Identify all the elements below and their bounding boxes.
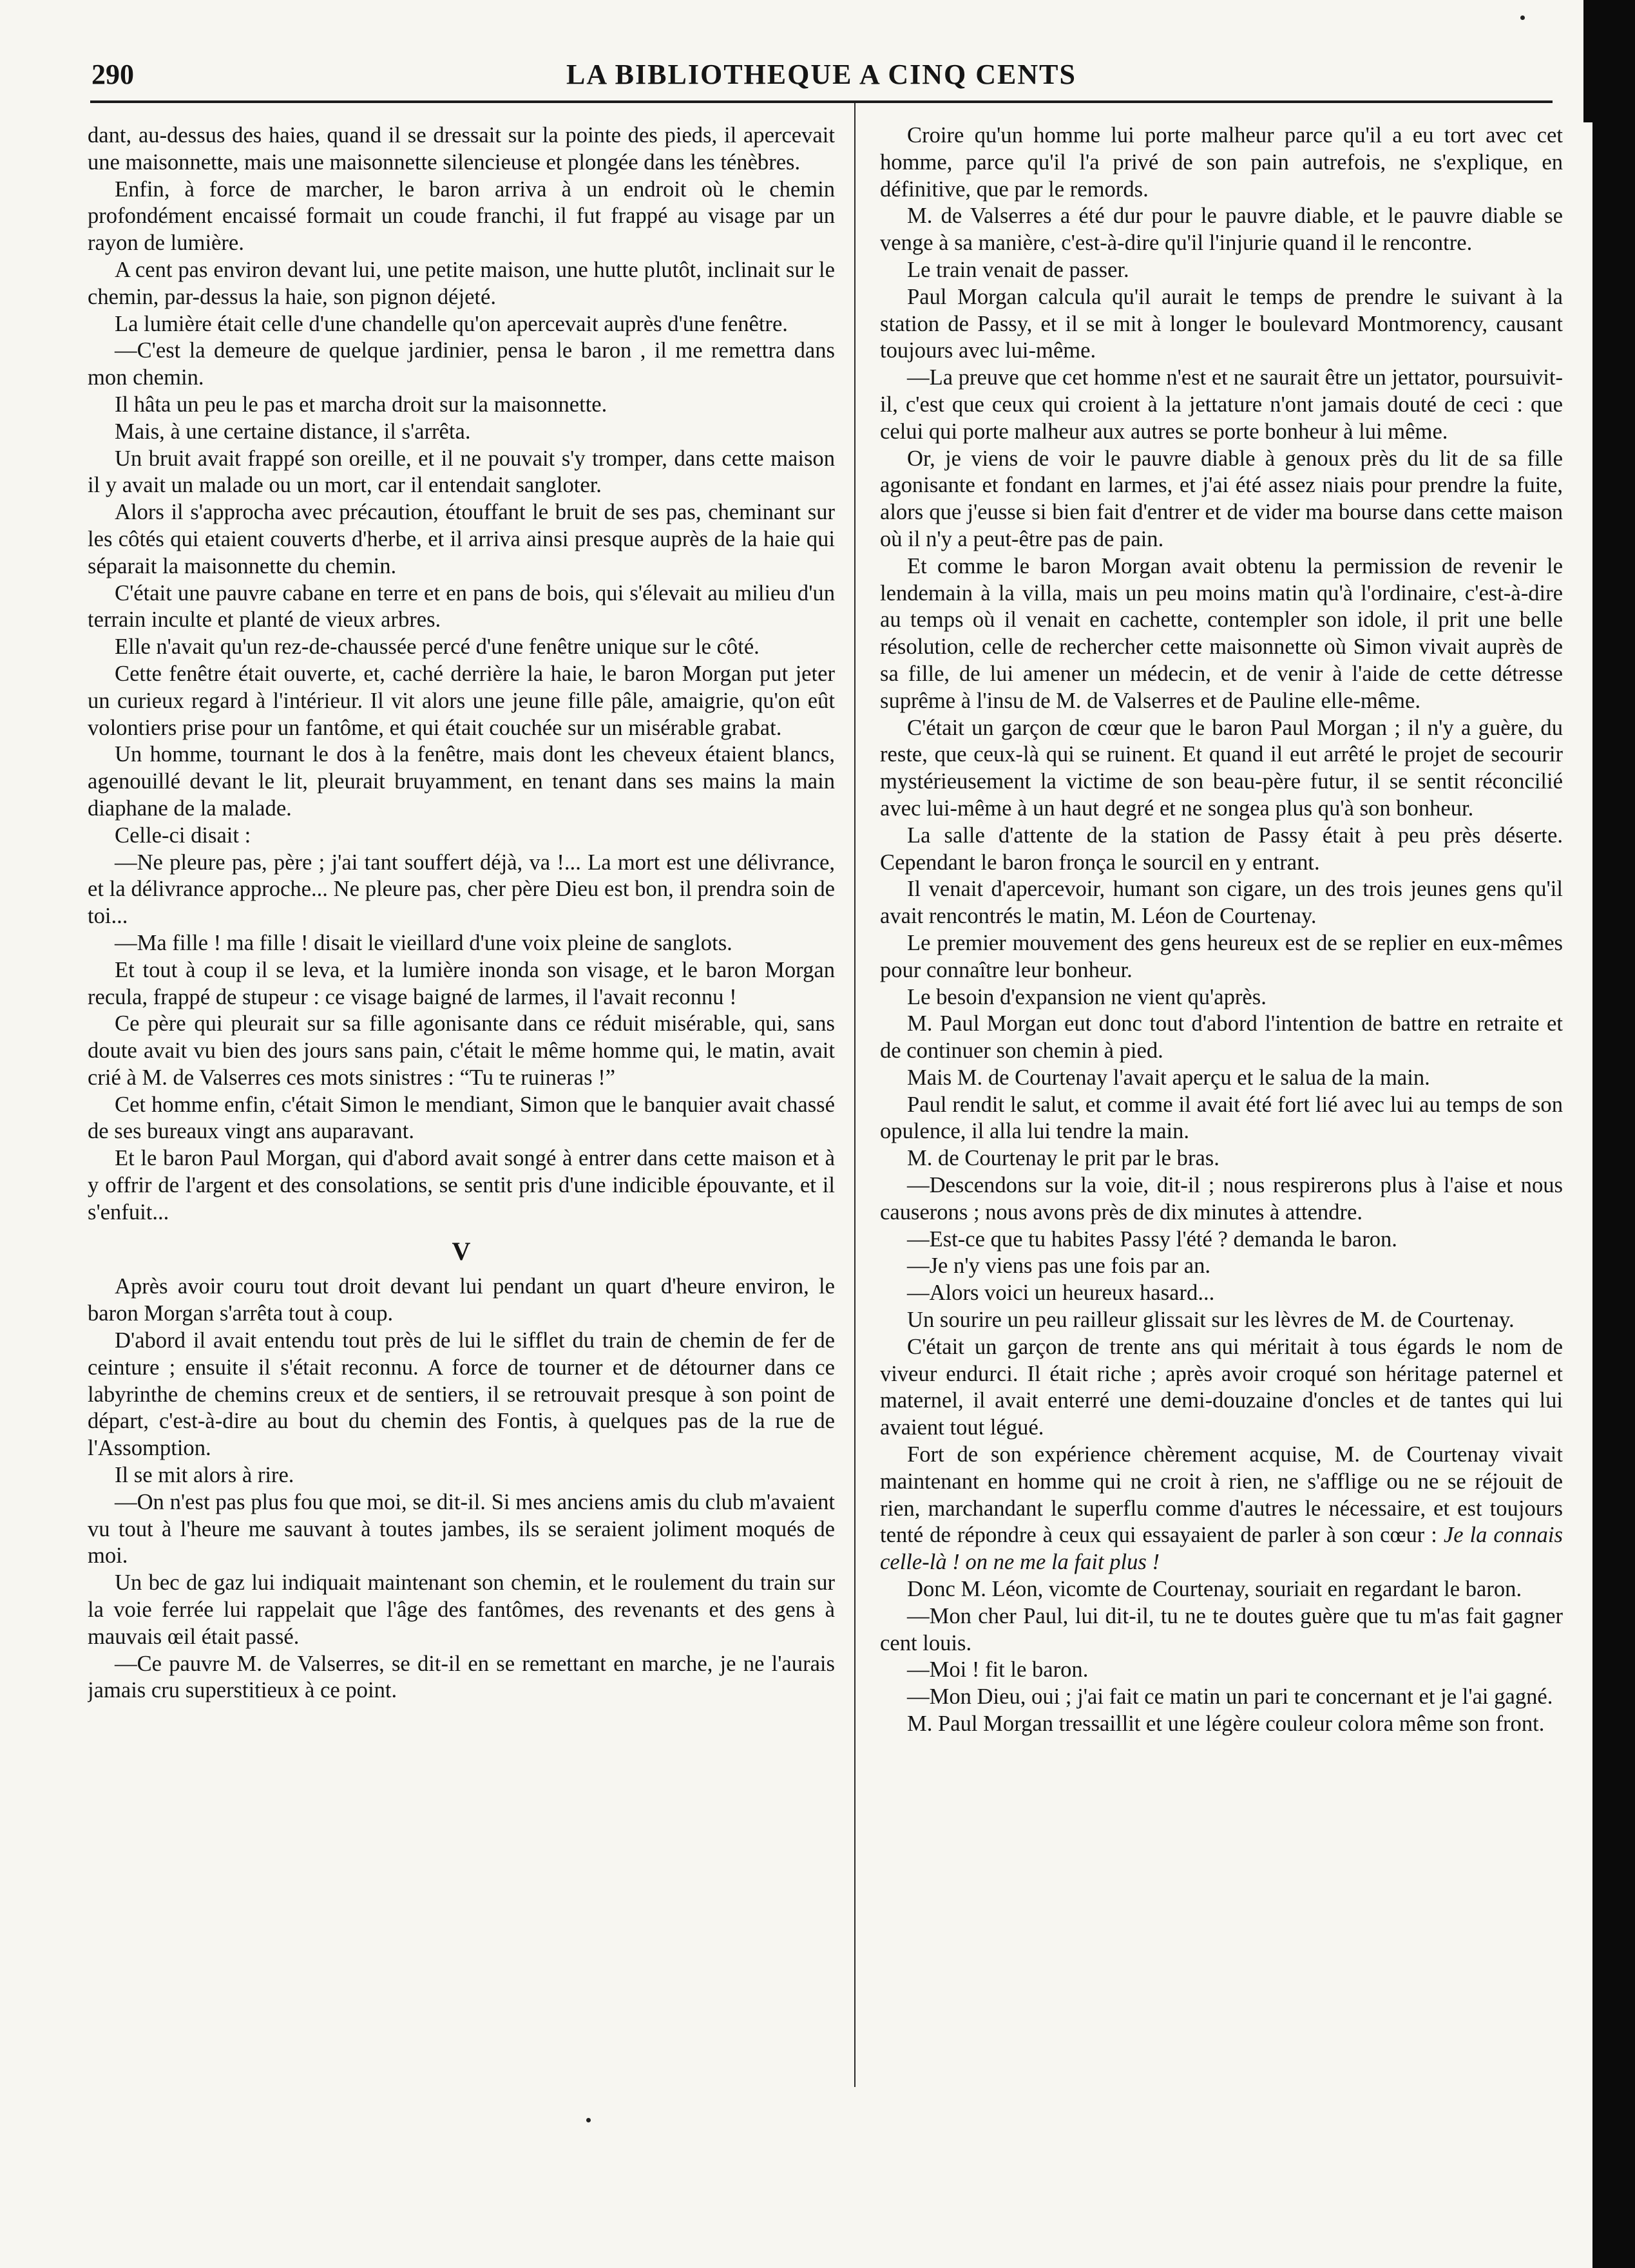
ink-speck xyxy=(1520,15,1525,20)
paragraph: La salle d'attente de la station de Passy était à peu près déserte. Cependant le baron fronça le sourcil en y entrant. xyxy=(880,823,1563,875)
paragraph: Ce père qui pleurait sur sa fille agonisante dans ce réduit misérable, qui, sans doute avait vu bien des jours sans pain, c'était le même homme qui, le matin, avait crié à M. de Valserres ces mots sinistres : “Tu te ruineras !” xyxy=(88,1011,835,1090)
paragraph: C'était une pauvre cabane en terre et en pans de bois, qui s'élevait au milieu d'un terrain inculte et planté de vieux arbres. xyxy=(88,580,835,633)
paragraph: —C'est la demeure de quelque jardinier, pensa le baron , il me remettra dans mon chemin. xyxy=(88,338,835,390)
left-column xyxy=(88,122,835,2216)
paragraph: Paul Morgan calcula qu'il aurait le temps de prendre le suivant à la station de Passy, et il se mit à longer le boulevard Montmorency, causant toujours avec lui-même. xyxy=(880,284,1563,363)
paragraph: Celle-ci disait : xyxy=(115,823,251,848)
paragraph: —La preuve que cet homme n'est et ne saurait être un jettator, poursuivit-il, c'est que ceux qui croient à la jettature n'ont jamais douté de ceci : que celui qui porte malheur aux autres se porte bonheur à lui même. xyxy=(880,365,1563,444)
paragraph: Un bec de gaz lui indiquait maintenant son chemin, et le roulement du train sur la voie ferrée lui rappelait que l'âge des fantômes, des revenants et des gens à mauvais œil était passé. xyxy=(88,1570,835,1649)
paragraph: M. de Valserres a été dur pour le pauvre diable, et le pauvre diable se venge à sa manière, c'est-à-dire qu'il l'injurie quand il le rencontre. xyxy=(880,204,1563,256)
paragraph: A cent pas environ devant lui, une petite maison, une hutte plutôt, inclinait sur le chemin, par-dessus la haie, son pignon déjeté. xyxy=(88,257,835,309)
paragraph: Croire qu'un homme lui porte malheur parce qu'il a eu tort avec cet homme, parce qu'il l'a privé de son pain autrefois, ne s'explique, en définitive, que par le remords. xyxy=(880,123,1563,202)
paragraph: —Ce pauvre M. de Valserres, se dit-il en se remettant en marche, je ne l'aurais jamais cru superstitieux à ce point. xyxy=(88,1651,835,1703)
page-header xyxy=(90,55,1553,103)
paragraph: C'était un garçon de trente ans qui méritait à tous égards le nom de viveur endurci. Il était riche ; après avoir croqué son héritage paternel et maternel, il avait enterré une demi-douzaine d'oncles et de tantes qui lui avaient tout légué. xyxy=(880,1334,1563,1440)
paragraph: Cet homme enfin, c'était Simon le mendiant, Simon que le banquier avait chassé de ses bureaux vingt ans auparavant. xyxy=(88,1092,835,1144)
paragraph: Et le baron Paul Morgan, qui d'abord avait songé à entrer dans cette maison et à y offrir de l'argent et des consolations, se sentit pris d'une indicible épouvante, et il s'enfuit... xyxy=(88,1146,835,1225)
paragraph: La lumière était celle d'une chandelle qu'on apercevait auprès d'une fenêtre. xyxy=(115,311,788,336)
paragraph: Mais, à une certaine distance, il s'arrêta. xyxy=(115,419,471,444)
right-column xyxy=(880,122,1563,2216)
paragraph xyxy=(880,1442,1563,1576)
paragraph: Paul rendit le salut, et comme il avait été fort lié avec lui au temps de son opulence, il alla lui tendre la main. xyxy=(880,1092,1563,1144)
paragraph: C'était un garçon de cœur que le baron Paul Morgan ; il n'y a guère, du reste, que ceux-là qui se ruinent. Et quand il eut arrêté le projet de secourir mystérieusement la victime de son beau-père futur, il se sentit réconcilié avec lui-même à un haut degré et ne songea plus qu'à son bonheur. xyxy=(880,715,1563,821)
paragraph-text: Fort de son expérience chèrement acquise, M. de Courtenay vivait maintenant en homme qui ne croit à rien, ne s'afflige ou ne se réjouit de rien, marchandant le superflu comme d'autres le nécessaire, et est toujours tenté de répondre à ceux qui essayaient de parler à son cœur : xyxy=(880,1442,1563,1548)
paragraph: D'abord il avait entendu tout près de lui le sifflet du train de chemin de fer de ceinture ; ensuite il s'était reconnu. A force de tourner et de détourner dans ce labyrinthe de chemins creux et de sentiers, il se retrouvait presque à son point de départ, c'est-à-dire au bout du chemin des Fontis, à quelques pas de la rue de l'Assomption. xyxy=(88,1328,835,1461)
paragraph: Un homme, tournant le dos à la fenêtre, mais dont les cheveux étaient blancs, agenouillé devant le lit, pleurait bruyamment, en tenant dans ses mains la main diaphane de la malade. xyxy=(88,742,835,821)
paragraph: M. Paul Morgan tressaillit et une légère couleur colora même son front. xyxy=(907,1711,1545,1737)
paragraph: Mais M. de Courtenay l'avait aperçu et le salua de la main. xyxy=(907,1065,1430,1090)
paragraph: Et comme le baron Morgan avait obtenu la permission de revenir le lendemain à la villa, mais un peu moins matin qu'à l'ordinaire, c'est-à-dire au temps où il venait en cachette, contempler son idole, il prit une belle résolution, celle de rechercher cette maisonnette où Simon vivait auprès de sa fille, de lui amener un médecin, et de venir à l'aide de cette détresse suprême à l'insu de M. de Valserres et de Pauline elle-même. xyxy=(880,553,1563,713)
paragraph: —Je n'y viens pas une fois par an. xyxy=(907,1253,1211,1279)
paragraph: Le premier mouvement des gens heureux est de se replier en eux-mêmes pour connaître leur bonheur. xyxy=(880,930,1563,982)
paragraph: Il se mit alors à rire. xyxy=(115,1463,294,1488)
paragraph: —Ma fille ! ma fille ! disait le vieillard d'une voix pleine de sanglots. xyxy=(115,930,732,955)
paragraph: Un sourire un peu railleur glissait sur les lèvres de M. de Courtenay. xyxy=(907,1308,1515,1333)
paragraph: Le besoin d'expansion ne vient qu'après. xyxy=(907,984,1267,1009)
ink-speck xyxy=(586,2118,591,2122)
chapter-heading: V xyxy=(452,1236,471,1266)
page-number: 290 xyxy=(91,59,134,90)
paragraph: Il venait d'apercevoir, humant son cigare, un des trois jeunes gens qu'il avait rencontrés le matin, M. Léon de Courtenay. xyxy=(880,877,1563,929)
paragraph: M. Paul Morgan eut donc tout d'abord l'intention de battre en retraite et de continuer son chemin à pied. xyxy=(880,1011,1563,1063)
paragraph: —Mon Dieu, oui ; j'ai fait ce matin un pari te concernant et je l'ai gagné. xyxy=(907,1684,1553,1710)
paragraph: Le train venait de passer. xyxy=(907,257,1129,282)
paragraph: Elle n'avait qu'un rez-de-chaussée percé d'une fenêtre unique sur le côté. xyxy=(115,634,760,660)
column-divider xyxy=(854,103,856,2087)
scan-binding-edge xyxy=(1592,0,1635,2268)
paragraph: —Mon cher Paul, lui dit-il, tu ne te doutes guère que tu m'as fait gagner cent louis. xyxy=(880,1603,1563,1655)
paragraph: Après avoir couru tout droit devant lui pendant un quart d'heure environ, le baron Morgan s'arrêta tout à coup. xyxy=(88,1274,835,1326)
running-title: LA BIBLIOTHEQUE A CINQ CENTS xyxy=(566,59,1076,90)
paragraph: Enfin, à force de marcher, le baron arriva à un endroit où le chemin profondément encaissé formait un coude franchi, il fut frappé au visage par un rayon de lumière. xyxy=(88,176,835,256)
paragraph: M. de Courtenay le prit par le bras. xyxy=(907,1146,1219,1171)
paragraph: Donc M. Léon, vicomte de Courtenay, souriait en regardant le baron. xyxy=(907,1577,1522,1602)
paragraph: Un bruit avait frappé son oreille, et il ne pouvait s'y tromper, dans cette maison il y avait un malade ou un mort, car il entendait sangloter. xyxy=(88,446,835,498)
paragraph: —Est-ce que tu habites Passy l'été ? demanda le baron. xyxy=(907,1226,1397,1252)
paragraph: Cette fenêtre était ouverte, et, caché derrière la haie, le baron Morgan put jeter un curieux regard à l'intérieur. Il vit alors une jeune fille pâle, amaigrie, qu'on eût volontiers prise pour un fantôme, et qui était couchée sur un misérable grabat. xyxy=(88,661,835,740)
paragraph: —Moi ! fit le baron. xyxy=(907,1657,1089,1682)
paragraph: Il hâta un peu le pas et marcha droit sur la maisonnette. xyxy=(115,392,607,417)
italic-quote: Je la connais celle-là ! on ne me la fait plus ! xyxy=(880,1523,1563,1575)
scan-binding-notch xyxy=(1583,0,1592,122)
paragraph: Alors il s'approcha avec précaution, étouffant le bruit de ses pas, cheminant sur les côtés qui etaient couverts d'herbe, et il arriva ainsi presque auprès de la haie qui séparait la maisonnette du chemin. xyxy=(88,500,835,578)
paragraph: —Ne pleure pas, père ; j'ai tant souffert déjà, va !... La mort est une délivrance, et la délivrance approche... Ne pleure pas, cher père Dieu est bon, il prendra soin de toi... xyxy=(88,850,835,929)
paragraph: —On n'est pas plus fou que moi, se dit-il. Si mes anciens amis du club m'avaient vu tout à l'heure me sauvant à toutes jambes, ils se seraient joliment moqués de moi. xyxy=(88,1489,835,1568)
paragraph: —Descendons sur la voie, dit-il ; nous respirerons plus à l'aise et nous causerons ; nous avons près de dix minutes à attendre. xyxy=(880,1173,1563,1225)
paragraph: Or, je viens de voir le pauvre diable à genoux près du lit de sa fille agonisante et fondant en larmes, et j'ai été assez niais pour prendre la fuite, alors que j'eusse si bien fait d'entrer et de vider ma bourse dans cette maison où il n'y a peut-être pas de pain. xyxy=(880,446,1563,551)
paragraph: Et tout à coup il se leva, et la lumière inonda son visage, et le baron Morgan recula, frappé de stupeur : ce visage baigné de larmes, il l'avait reconnu ! xyxy=(88,957,835,1009)
paragraph: dant, au-dessus des haies, quand il se dressait sur la pointe des pieds, il apercevait une maisonnette, mais une maisonnette silencieuse et plongée dans les ténèbres. xyxy=(88,123,835,175)
paragraph: —Alors voici un heureux hasard... xyxy=(907,1281,1215,1306)
